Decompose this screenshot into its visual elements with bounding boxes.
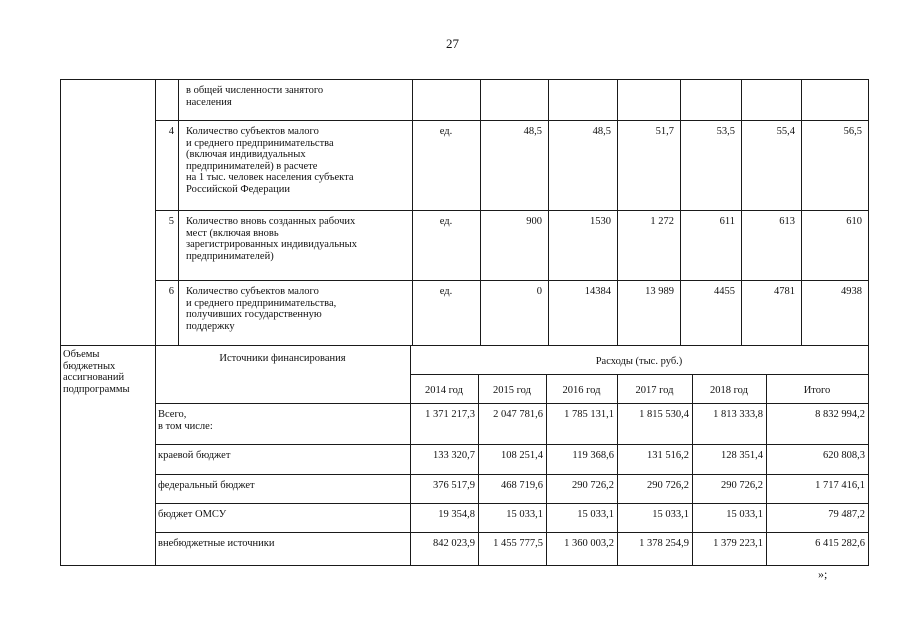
source-name-line: внебюджетные источники [158,538,275,549]
year-header: 2016 год [562,385,601,396]
indicator-name-line: мест (включая вновь [186,227,279,239]
top-column-border [617,79,618,345]
budget-value-cell: 15 033,1 [506,509,543,520]
budget-value-cell: 15 033,1 [726,509,763,520]
year-header: Итого [803,385,831,396]
budget-label-line: Объемы [63,349,100,360]
closing-mark: »; [818,567,828,581]
budget-row-border [155,444,869,445]
value-cell: 51,7 [655,126,674,137]
value-cell: 48,5 [523,126,542,137]
indicator-name-line: Российской Федерации [186,183,290,195]
top-column-border [548,79,549,345]
budget-row-border [155,503,869,504]
top-row-border [155,79,869,80]
row-number: 4 [168,126,174,137]
indicator-name-line: на 1 тыс. человек населения субъекта [186,172,354,183]
budget-value-cell: 19 354,8 [438,509,475,520]
budget-value-cell: 1 360 003,2 [564,538,614,549]
value-cell: 4781 [774,286,795,297]
indicator-name-line: Количество субъектов малого [186,286,319,297]
budget-value-cell: 290 726,2 [721,480,763,491]
indicator-name-line: (включая индивидуальных [186,149,306,160]
value-cell: 900 [526,216,542,227]
value-cell: 14384 [584,286,611,297]
budget-value-cell: 290 726,2 [572,480,614,491]
budget-value-cell: 6 415 282,6 [815,538,865,549]
source-name-line: федеральный бюджет [158,480,255,491]
budget-sources-left-border [155,345,156,565]
budget-year-border [546,374,547,565]
top-row-border [155,210,869,211]
budget-value-cell: 1 378 254,9 [639,538,689,549]
indicator-name-line: Количество вновь созданных рабочих [186,216,356,227]
value-cell: 13 989 [645,286,674,297]
budget-value-cell: 79 487,2 [828,509,865,520]
budget-value-cell: 468 719,6 [501,480,543,491]
budget-value-cell: 108 251,4 [501,450,543,461]
budget-year-border [766,374,767,565]
unit-cell: ед. [439,216,453,227]
budget-top-border [60,345,869,346]
row-number: 6 [168,286,174,297]
budget-value-cell: 1 379 223,1 [713,538,763,549]
budget-label-line: ассигнований [63,372,125,383]
value-cell: 610 [846,216,862,227]
top-column-border [741,79,742,345]
budget-value-cell: 15 033,1 [577,509,614,520]
budget-value-cell: 1 785 131,1 [564,409,614,420]
budget-year-border [692,374,693,565]
source-name-line: бюджет ОМСУ [158,509,227,520]
value-cell: 4455 [714,286,735,297]
budget-value-cell: 128 351,4 [721,450,763,461]
source-name-line: в том числе: [158,420,213,432]
budget-row-border [155,474,869,475]
unit-cell: ед. [439,126,453,137]
indicator-name-line: и среднего предпринимательства [186,137,334,149]
budget-label-line: подпрограммы [63,383,130,395]
year-header: 2015 год [493,385,531,396]
page-number: 27 [446,36,459,51]
budget-outer-right-border [868,345,869,565]
budget-value-cell: 620 808,3 [823,450,865,461]
budget-year-border [617,374,618,565]
unit-cell: ед. [439,286,453,297]
indicator-name-line: поддержку [186,320,235,332]
budget-value-cell: 2 047 781,6 [493,409,543,420]
top-row-border [155,120,869,121]
top-row-border [155,280,869,281]
indicator-name-line: населения [186,96,232,108]
year-header: 2014 год [425,385,463,396]
value-cell: 53,5 [716,126,735,137]
value-cell: 56,5 [843,126,862,137]
top-column-border [155,79,156,345]
top-column-border [801,79,802,345]
top-column-border [412,79,413,345]
top-outer-left-border [60,79,61,345]
budget-value-cell: 119 368,6 [572,450,614,461]
budget-value-cell: 1 455 777,5 [493,538,543,549]
indicator-name-line: и среднего предпринимательства, [186,297,337,309]
budget-value-cell: 376 517,9 [433,480,475,491]
year-header: 2018 год [710,385,748,396]
budget-value-cell: 1 717 416,1 [815,480,865,491]
value-cell: 55,4 [776,126,795,137]
indicator-name-line: предпринимателей) [186,250,274,262]
sources-header: Источники финансирования [219,353,346,364]
budget-bottom-left-border [60,565,155,566]
indicator-name-line: Количество субъектов малого [186,126,319,137]
top-left-border [60,79,155,80]
budget-outer-left-border [60,345,61,565]
budget-value-cell: 131 516,2 [647,450,689,461]
top-column-border [868,79,869,345]
value-cell: 613 [779,216,795,227]
budget-value-cell: 133 320,7 [433,450,475,461]
budget-label-line: бюджетных [63,360,116,372]
budget-value-cell: 15 033,1 [652,509,689,520]
indicator-name-line: предпринимателей) в расчете [186,160,318,172]
source-name-line: Всего, [158,409,187,420]
value-cell: 48,5 [592,126,611,137]
row-number: 5 [168,216,174,227]
value-cell: 1 272 [650,216,674,227]
indicator-name-line: зарегистрированных индивидуальных [186,239,357,250]
budget-row-border [155,532,869,533]
top-column-border [480,79,481,345]
budget-value-cell: 842 023,9 [433,538,475,549]
expenses-header: Расходы (тыс. руб.) [595,356,683,367]
value-cell: 1530 [590,216,611,227]
top-column-border [680,79,681,345]
value-cell: 0 [536,286,542,297]
indicator-name-line: получивших государственную [186,309,322,320]
source-name-line: краевой бюджет [158,450,231,461]
top-column-border [178,79,179,345]
budget-row-border [155,565,869,566]
budget-value-cell: 1 813 333,8 [713,409,763,420]
budget-row-border [155,403,869,404]
budget-value-cell: 1 815 530,4 [639,409,689,420]
budget-value-cell: 290 726,2 [647,480,689,491]
year-header: 2017 год [635,385,674,396]
budget-value-cell: 1 371 217,3 [425,409,475,420]
indicator-name-line: в общей численности занятого [186,85,324,96]
budget-value-cell: 8 832 994,2 [815,409,865,420]
budget-year-border [478,374,479,565]
value-cell: 611 [719,216,735,227]
value-cell: 4938 [841,286,862,297]
